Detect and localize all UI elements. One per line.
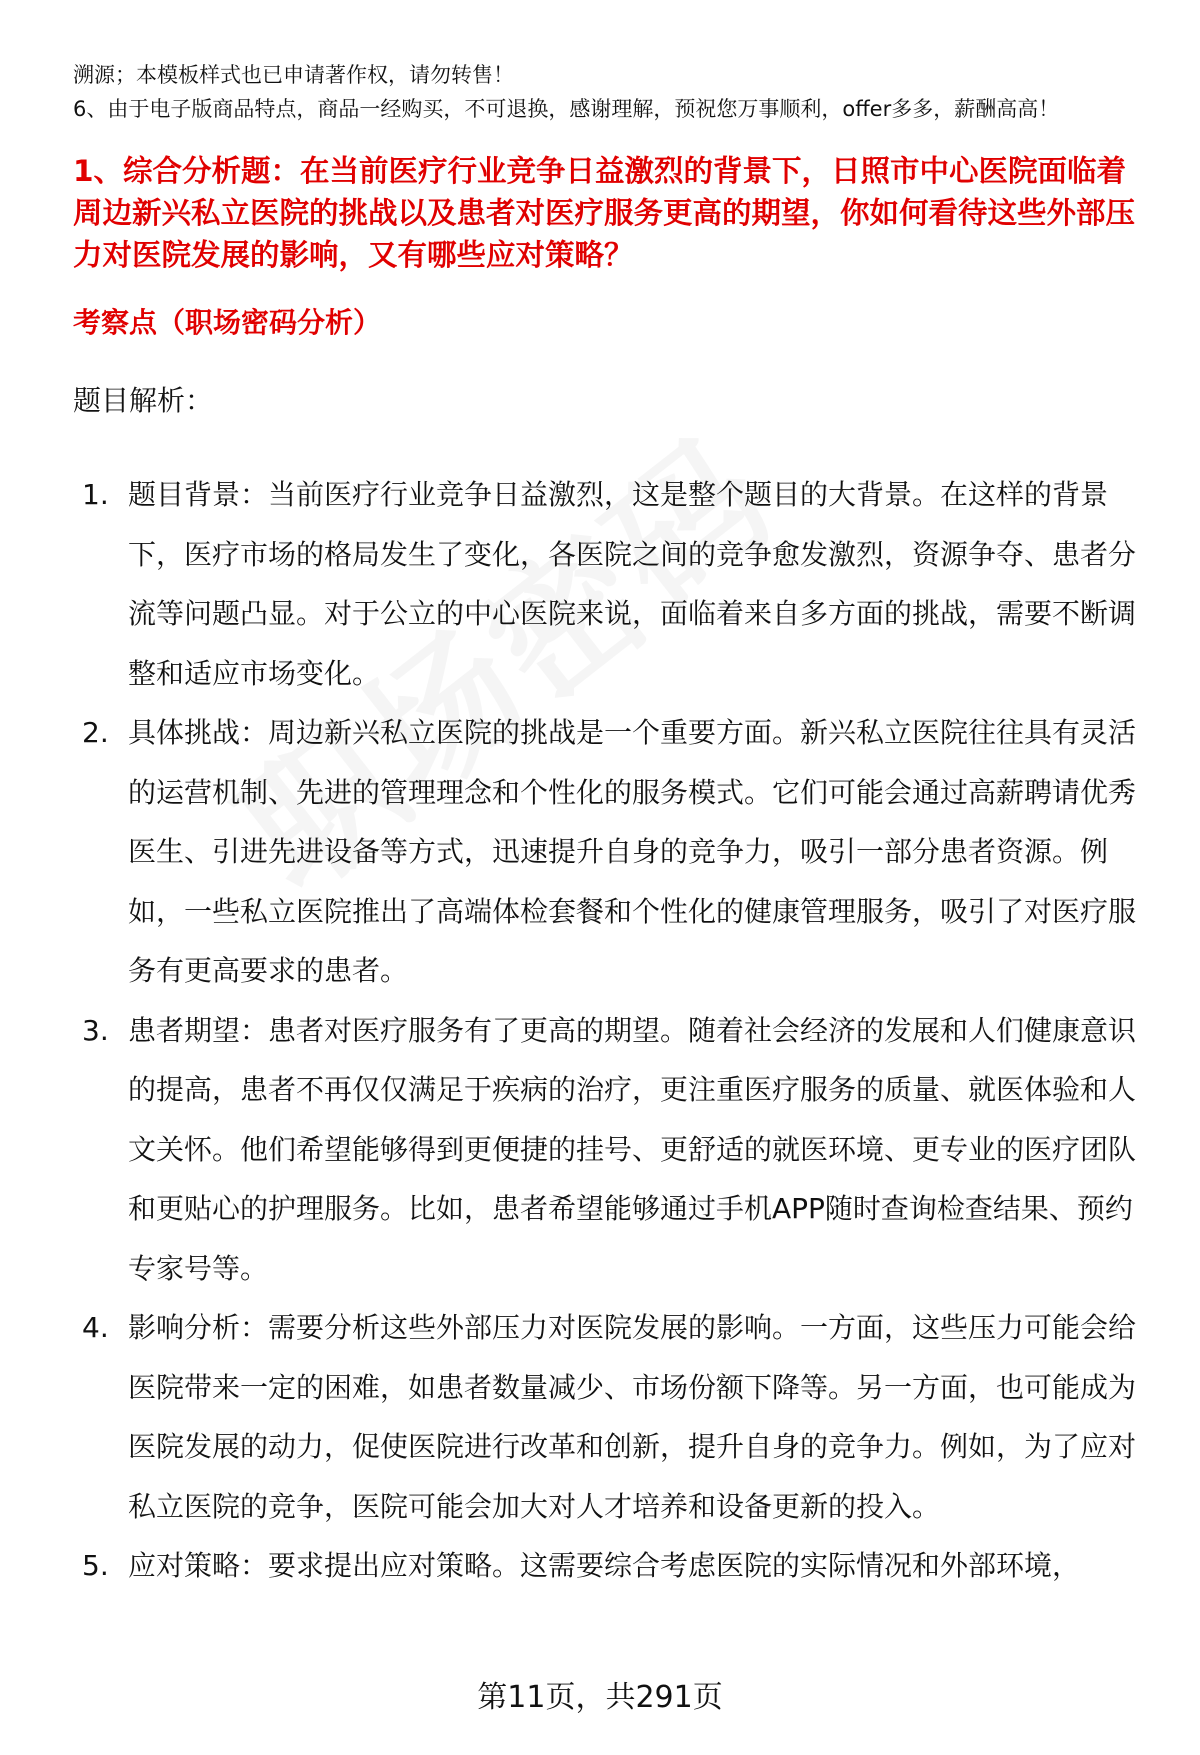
list-text: 应对策略：要求提出应对策略。这需要综合考虑医院的实际情况和外部环境，: [128, 1549, 1081, 1582]
notice-line: 6、由于电子版商品特点，商品一经购买，不可退换，感谢理解，预祝您万事顺利，offer多多，薪酬高高！: [73, 97, 1060, 121]
notice-block: [73, 58, 1133, 126]
list-number: 1.: [82, 478, 109, 511]
list-number: 3.: [82, 1013, 109, 1047]
list-number: 4.: [82, 1311, 109, 1344]
list-text: 具体挑战：周边新兴私立医院的挑战是一个重要方面。新兴私立医院往往具有灵活的运营机制、先进的管理理念和个性化的服务模式。它们可能会通过高薪聘请优秀医生、引进先进设备等方式，迅速提升自身的竞争力，吸引一部分患者资源。例如，一些私立医院推出了高端体检套餐和个性化的健康管理服务，吸引了对医疗服务有更高要求的患者。: [128, 716, 1137, 987]
page-footer: 第11页，共291页: [477, 1680, 723, 1715]
question-title: 1、综合分析题：在当前医疗行业竞争日益激烈的背景下，日照市中心医院面临着周边新兴私立医院的挑战以及患者对医疗服务更高的期望，你如何看待这些外部压力对医院发展的影响，又有哪些应对策略？: [73, 154, 1136, 272]
notice-line: 溯源；本模板样式也已申请著作权，请勿转售！: [73, 63, 514, 87]
list-item: [82, 703, 1142, 1001]
list-item: [82, 465, 1142, 703]
list-number: 2.: [82, 716, 109, 749]
list-item: [82, 1298, 1142, 1536]
list-text: 影响分析：需要分析这些外部压力对医院发展的影响。一方面，这些压力可能会给医院带来一定的困难，如患者数量减少、市场份额下降等。另一方面，也可能成为医院发展的动力，促使医院进行改革和创新，提升自身的竞争力。例如，为了应对私立医院的竞争，医院可能会加大对人才培养和设备更新的投入。: [128, 1311, 1137, 1523]
analysis-list: [82, 465, 1142, 1596]
list-text: 患者期望：患者对医疗服务有了更高的期望。随着社会经济的发展和人们健康意识的提高，患者不再仅仅满足于疾病的治疗，更注重医疗服务的质量、就医体验和人文关怀。他们希望能够得到更便捷的挂号、更舒适的就医环境、更专业的医疗团队和更贴心的护理服务。比如，患者希望能够通过手机APP随时查询检查结果、预约专家号等。: [128, 1013, 1137, 1285]
list-item: [82, 1001, 1142, 1299]
list-number: 5.: [82, 1549, 109, 1582]
section-title: 考察点（职场密码分析）: [73, 306, 382, 339]
list-text: 题目背景：当前医疗行业竞争日益激烈，这是整个题目的大背景。在这样的背景下，医疗市场的格局发生了变化，各医院之间的竞争愈发激烈，资源争夺、患者分流等问题凸显。对于公立的中心医院来说，面临着来自多方面的挑战，需要不断调整和适应市场变化。: [128, 478, 1137, 690]
analysis-label: 题目解析：: [73, 384, 214, 417]
list-item: [82, 1536, 1142, 1596]
